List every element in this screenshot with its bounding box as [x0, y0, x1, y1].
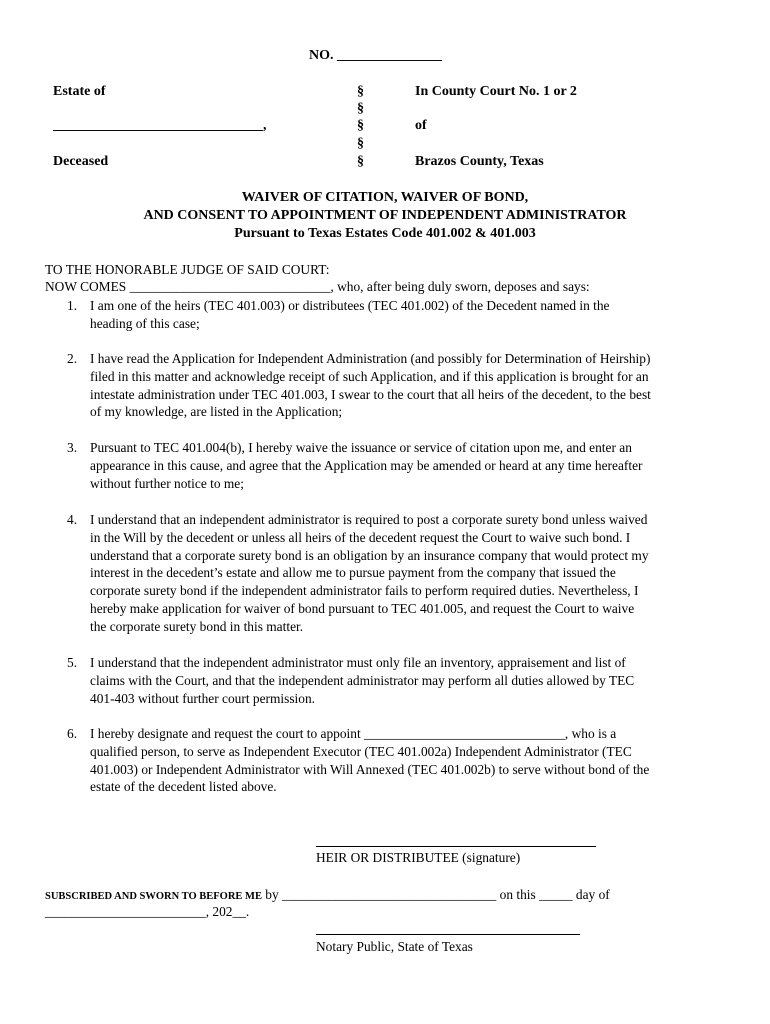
section-symbol: §: [357, 154, 364, 169]
item-line: intestate administration under TEC 401.003, I swear to the court that all heirs of the decedent, to the best: [90, 386, 651, 402]
item-line: of my knowledge, are listed in the Application;: [90, 404, 343, 420]
title-line-1: WAIVER OF CITATION, WAIVER OF BOND,: [241, 190, 529, 205]
item-line: I understand that an independent administrator is required to post a corporate surety bond unless waived: [90, 512, 648, 527]
item-line: qualified person, to serve as Independent Executor (TEC 401.002a) Independent Administrator (TEC: [90, 743, 632, 759]
section-symbol: §: [357, 118, 364, 133]
item-number: 2.: [67, 351, 78, 366]
heir-signature-line[interactable]: [316, 846, 596, 847]
now-comes: NOW COMES ______________________________, who, after being duly sworn, deposes and says:: [45, 279, 590, 294]
item-line: claims with the Court, and that the independent administrator may perform all duties allowed by TEC: [90, 672, 635, 688]
item-number: 5.: [67, 655, 78, 670]
item-line: I am one of the heirs (TEC 401.003) or distributees (TEC 401.002) of the Decedent named in the: [90, 298, 610, 313]
section-symbol: §: [357, 84, 364, 99]
estate-of-label: Estate of: [53, 84, 106, 99]
subscribed-line: [45, 886, 610, 904]
item-line: Pursuant to TEC 401.004(b), I hereby waive the issuance or service of citation upon me, and enter an: [90, 440, 632, 455]
item-line: appearance in this cause, and agree that the Application may be amended or heard at any time hereafter: [90, 457, 643, 473]
item-line: estate of the decedent listed above.: [90, 779, 277, 795]
item-text: [90, 725, 730, 796]
subscribed-rest: by ________________________________ on this _____ day of: [261, 887, 610, 902]
section-symbol: §: [357, 136, 364, 151]
item-line: 401-403 without further court permission.: [90, 690, 315, 706]
item-line: 401.003) or Independent Administrator with Will Annexed (TEC 401.002b) to serve without bond of the: [90, 761, 650, 777]
item-line: I have read the Application for Independent Administration (and possibly for Determination of Heirship): [90, 351, 651, 366]
item-text: [90, 297, 730, 333]
court-address: TO THE HONORABLE JUDGE OF SAID COURT:: [45, 262, 330, 277]
case-number: NO. _______________: [309, 48, 442, 63]
item-line: corporate surety bond if the independent administrator fails to perform required duties. Nevertheless, I: [90, 583, 639, 599]
item-number: 3.: [67, 440, 78, 455]
item-line: the corporate surety bond in this matter.: [90, 618, 304, 634]
item-line: in the Will by the decedent or unless all heirs of the decedent request the Court to waive such bond. I: [90, 529, 631, 545]
heir-signature-label: HEIR OR DISTRIBUTEE (signature): [316, 850, 521, 865]
court-label: In County Court No. 1 or 2: [415, 84, 577, 99]
deceased-label: Deceased: [53, 154, 109, 169]
notary-signature-line[interactable]: [316, 934, 580, 935]
item-number: 4.: [67, 512, 78, 527]
section-symbol: §: [357, 101, 364, 116]
notary-label: Notary Public, State of Texas: [316, 939, 473, 954]
subscribed-label: SUBSCRIBED AND SWORN TO BEFORE ME: [45, 891, 262, 902]
item-number: 6.: [67, 726, 78, 741]
title-line-2: AND CONSENT TO APPOINTMENT OF INDEPENDENT ADMINISTRATOR: [143, 208, 627, 223]
notary-date-line: ________________________, 202__.: [45, 904, 250, 919]
item-text: [90, 511, 730, 636]
item-text: [90, 350, 730, 421]
item-number: 1.: [67, 298, 78, 313]
item-line: understand that a corporate surety bond is an obligation by an insurance company that would protect my: [90, 547, 649, 563]
county-label: Brazos County, Texas: [415, 154, 544, 169]
estate-name-blank: ______________________________,: [53, 118, 267, 133]
of-label: of: [415, 118, 427, 133]
item-line: filed in this matter and acknowledge receipt of such Application, and if this application is brought for an: [90, 368, 649, 384]
title-line-3: Pursuant to Texas Estates Code 401.002 & 401.003: [234, 226, 536, 241]
item-line: hereby make application for waiver of bond pursuant to TEC 401.005, and request the Court to waive: [90, 600, 635, 616]
item-line: without further notice to me;: [90, 475, 244, 491]
item-text: [90, 439, 730, 492]
item-line: I hereby designate and request the court to appoint ______________________________, who is a: [90, 726, 617, 741]
item-text: [90, 654, 730, 707]
item-line: I understand that the independent administrator must only file an inventory, appraisement and list of: [90, 655, 626, 670]
item-line: heading of this case;: [90, 315, 200, 331]
item-line: interest in the decedent’s estate and allow me to pursue payment from the company that issued the: [90, 565, 616, 581]
